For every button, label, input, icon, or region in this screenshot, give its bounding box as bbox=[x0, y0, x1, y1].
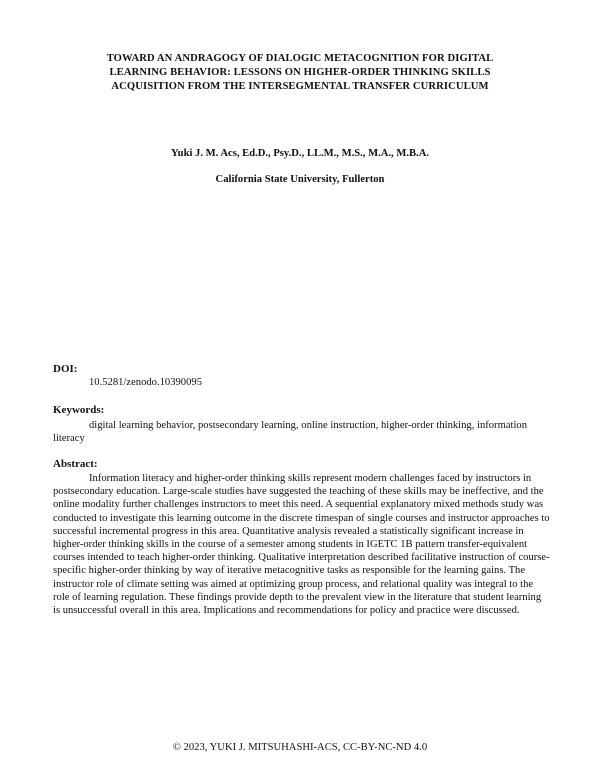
keywords-text: digital learning behavior, postsecondary learning, online instruction, higher-order thinking, information literacy bbox=[53, 420, 528, 444]
author-line: Yuki J. M. Acs, Ed.D., Psy.D., LL.M., M.S., M.A., M.B.A. bbox=[171, 148, 429, 159]
title-line-2: LEARNING BEHAVIOR: LESSONS ON HIGHER-ORDER THINKING SKILLS bbox=[109, 67, 491, 78]
doi-value: 10.5281/zenodo.10390095 bbox=[89, 377, 202, 388]
copyright-footer: © 2023, YUKI J. MITSUHASHI-ACS, CC-BY-NC-ND 4.0 bbox=[172, 742, 428, 753]
doi-label: DOI: bbox=[53, 363, 78, 375]
abstract-label: Abstract: bbox=[53, 458, 98, 470]
abstract-text: Information literacy and higher-order thinking skills represent modern challenges faced by instructors in postsecondary education. Large-scale studies have suggested the teaching of these skills may be ineffective, and the online modality further challenges instructors to meet this need. A sequential explanatory mixed methods study was conducted to investigate this learning outcome in the discrete timespan of single courses and instructor approaches to successful incremental progress in this area. Quantitative analysis revealed a statistically significant increase in higher-order thinking skills in the course of a semester among students in IGETC 1B pattern transfer-equivalent courses intended to teach higher-order thinking. Qualitative interpretation described facilitative instruction of course-specific higher-order thinking by way of iterative metacognitive tasks as responsible for the learning gains. The instructor role of climate setting was aimed at optimizing group process, and relational quality was integral to the role of learning regulation. These findings provide depth to the prevalent view in the literature that student learning is unsuccessful overall in this area. Implications and recommendations for policy and practice were discussed. bbox=[53, 473, 550, 617]
keywords-label: Keywords: bbox=[53, 404, 105, 416]
affiliation-line: California State University, Fullerton bbox=[215, 174, 385, 185]
title-line-1: TOWARD AN ANDRAGOGY OF DIALOGIC METACOGNITION FOR DIGITAL bbox=[106, 53, 494, 64]
paper-title bbox=[60, 52, 540, 94]
title-line-3: ACQUISITION FROM THE INTERSEGMENTAL TRANSFER CURRICULUM bbox=[111, 81, 489, 92]
